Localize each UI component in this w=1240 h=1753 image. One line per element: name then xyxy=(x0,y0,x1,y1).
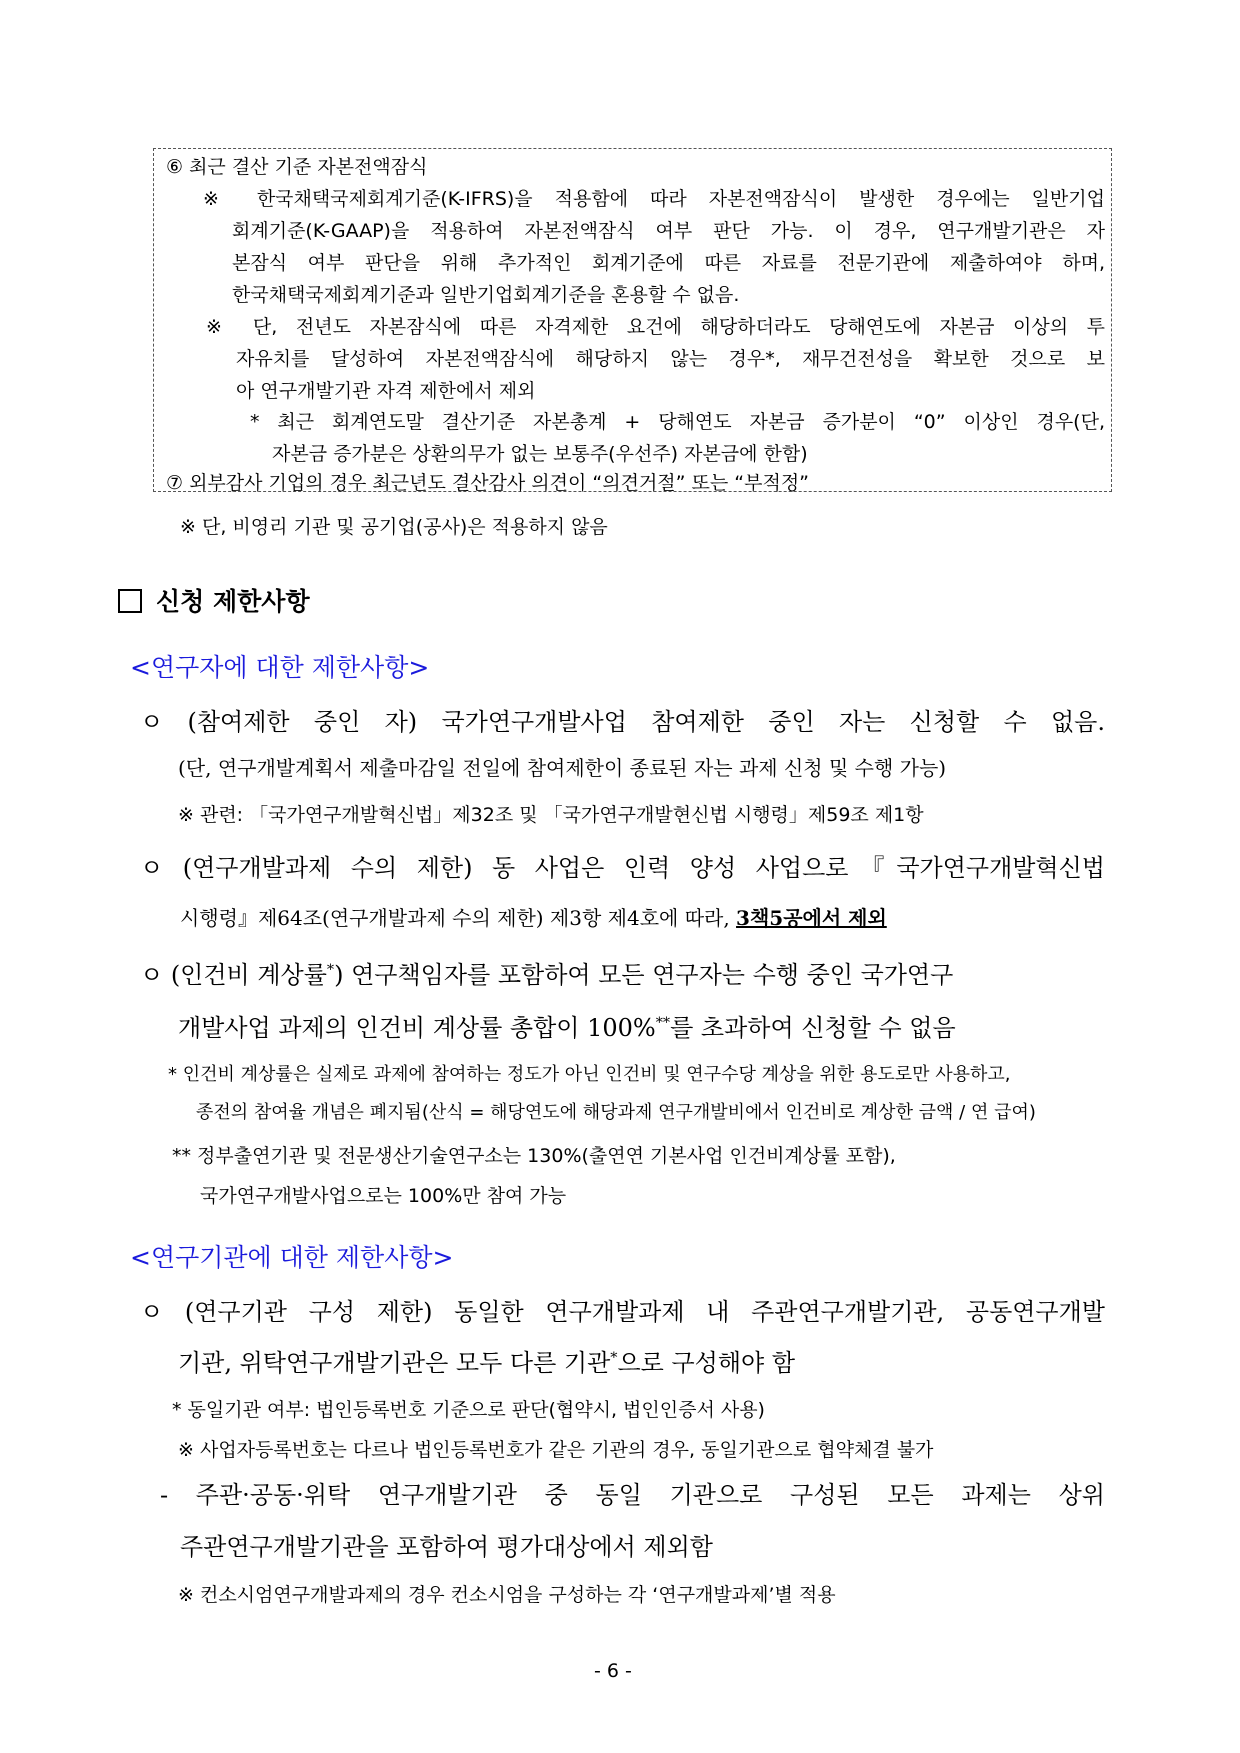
note3-line1: * 최근 회계연도말 결산기준 자본총계 + 당해연도 자본금 증가분이 “0” 이상인 경우(단, xyxy=(250,411,1105,433)
institution-note2: ※ 사업자등록번호는 다르나 법인등록번호가 같은 기관의 경우, 동일기관으로 협약체결 불가 xyxy=(178,1439,934,1461)
note1-line3: 본잠식 여부 판단을 위해 추가적인 회계기준에 따른 자료를 전문기관에 제출하여야 하며, xyxy=(232,252,1105,274)
institution-dash-line2: 주관연구개발기관을 포함하여 평가대상에서 제외함 xyxy=(180,1533,713,1561)
checkbox-icon xyxy=(118,589,142,613)
institution-bullet1-line1: ㅇ (연구기관 구성 제한) 동일한 연구개발과제 내 주관연구개발기관, 공동연구개발 xyxy=(140,1298,1105,1326)
institution-last-note: ※ 컨소시엄연구개발과제의 경우 컨소시엄을 구성하는 각 ‘연구개발과제’별 적용 xyxy=(178,1584,836,1606)
institution-bullet1-text-b: 으로 구성해야 함 xyxy=(617,1349,796,1377)
institution-bullet1-text-a: 기관, 위탁연구개발기관은 모두 다른 기관 xyxy=(178,1349,611,1377)
institution-dash-line1: - 주관·공동·위탁 연구개발기관 중 동일 기관으로 구성된 모든 과제는 상위 xyxy=(160,1481,1105,1509)
researcher-note1: * 인건비 계상률은 실제로 과제에 참여하는 정도가 아닌 인건비 및 연구수당 계상을 위한 용도로만 사용하고, xyxy=(168,1064,1011,1085)
researcher-bullet3-text-d: 를 초과하여 신청할 수 없음 xyxy=(670,1014,956,1042)
note1-line1: ※ 한국채택국제회계기준(K-IFRS)을 적용함에 따라 자본전액잠식이 발생한 경우에는 일반기업 xyxy=(203,188,1105,210)
researcher-bullet2-line2 xyxy=(180,902,887,931)
note2-line2: 자유치를 달성하여 자본전액잠식에 해당하지 않는 경우*, 재무건전성을 확보한 것으로 보 xyxy=(236,348,1105,370)
researcher-note4: 국가연구개발사업으로는 100%만 참여 가능 xyxy=(200,1185,567,1207)
section-title xyxy=(118,582,310,618)
section-title-text: 신청 제한사항 xyxy=(156,587,310,616)
institution-note1: * 동일기관 여부: 법인등록번호 기준으로 판단(협약시, 법인인증서 사용) xyxy=(172,1399,765,1421)
after-box-note: ※ 단, 비영리 기관 및 공기업(공사)은 적용하지 않음 xyxy=(180,516,608,538)
researcher-bullet3-text-c: 개발사업 과제의 인건비 계상률 총합이 100% xyxy=(178,1014,656,1042)
institution-bullet1-line2 xyxy=(178,1343,795,1378)
researcher-note3: ** 정부출연기관 및 전문생산기술연구소는 130%(출연연 기본사업 인건비계상률 포함), xyxy=(172,1145,896,1167)
researcher-bullet3-sup1: * xyxy=(326,962,335,978)
researcher-note2: 종전의 참여율 개념은 폐지됨(산식 = 해당연도에 해당과제 연구개발비에서 인건비로 계상한 금액 / 연 급여) xyxy=(196,1102,1036,1123)
researcher-bullet3-line2 xyxy=(178,1008,956,1043)
note2-line1: ※ 단, 전년도 자본잠식에 따른 자격제한 요건에 해당하더라도 당해연도에 자본금 이상의 투 xyxy=(206,316,1105,338)
note1-line2: 회계기준(K-GAAP)을 적용하여 자본전액잠식 여부 판단 가능. 이 경우, 연구개발기관은 자 xyxy=(232,220,1105,242)
institution-heading: <연구기관에 대한 제한사항> xyxy=(130,1243,454,1272)
item-7: ⑦ 외부감사 기업의 경우 최근년도 결산감사 의견이 “의견거절” 또는 “부적정” xyxy=(166,472,810,494)
note2-line3: 아 연구개발기관 자격 제한에서 제외 xyxy=(236,380,536,402)
researcher-bullet2-emphasis: 3책5공에서 제외 xyxy=(736,906,887,930)
researcher-bullet3-line1 xyxy=(140,955,953,990)
researcher-bullet3-text-b: ) 연구책임자를 포함하여 모든 연구자는 수행 중인 국가연구 xyxy=(334,961,954,989)
researcher-bullet1-line1: ㅇ (참여제한 중인 자) 국가연구개발사업 참여제한 중인 자는 신청할 수 없음. xyxy=(140,708,1105,736)
researcher-bullet1-note: ※ 관련: 「국가연구개발혁신법」제32조 및 「국가연구개발현신법 시행령」제59조 제1항 xyxy=(178,804,924,826)
institution-bullet1-sup: * xyxy=(610,1350,618,1366)
researcher-bullet1-line2: (단, 연구개발계획서 제출마감일 전일에 참여제한이 종료된 자는 과제 신청 및 수행 가능) xyxy=(178,756,947,780)
researcher-bullet2-line1: ㅇ (연구개발과제 수의 제한) 동 사업은 인력 양성 사업으로『국가연구개발혁신법 xyxy=(140,854,1105,882)
page-number: - 6 - xyxy=(594,1660,632,1682)
note1-line4: 한국채택국제회계기준과 일반기업회계기준을 혼용할 수 없음. xyxy=(232,284,740,306)
researcher-bullet3-sup2: ** xyxy=(655,1015,671,1031)
researcher-bullet3-text-a: ㅇ (인건비 계상률 xyxy=(140,961,327,989)
researcher-bullet2-text: 시행령』제64조(연구개발과제 수의 제한) 제3항 제4호에 따라, xyxy=(180,906,737,930)
item-6: ⑥ 최근 결산 기준 자본전액잠식 xyxy=(166,156,428,178)
note3-line2: 자본금 증가분은 상환의무가 없는 보통주(우선주) 자본금에 한함) xyxy=(272,443,808,465)
researcher-heading: <연구자에 대한 제한사항> xyxy=(130,653,430,682)
